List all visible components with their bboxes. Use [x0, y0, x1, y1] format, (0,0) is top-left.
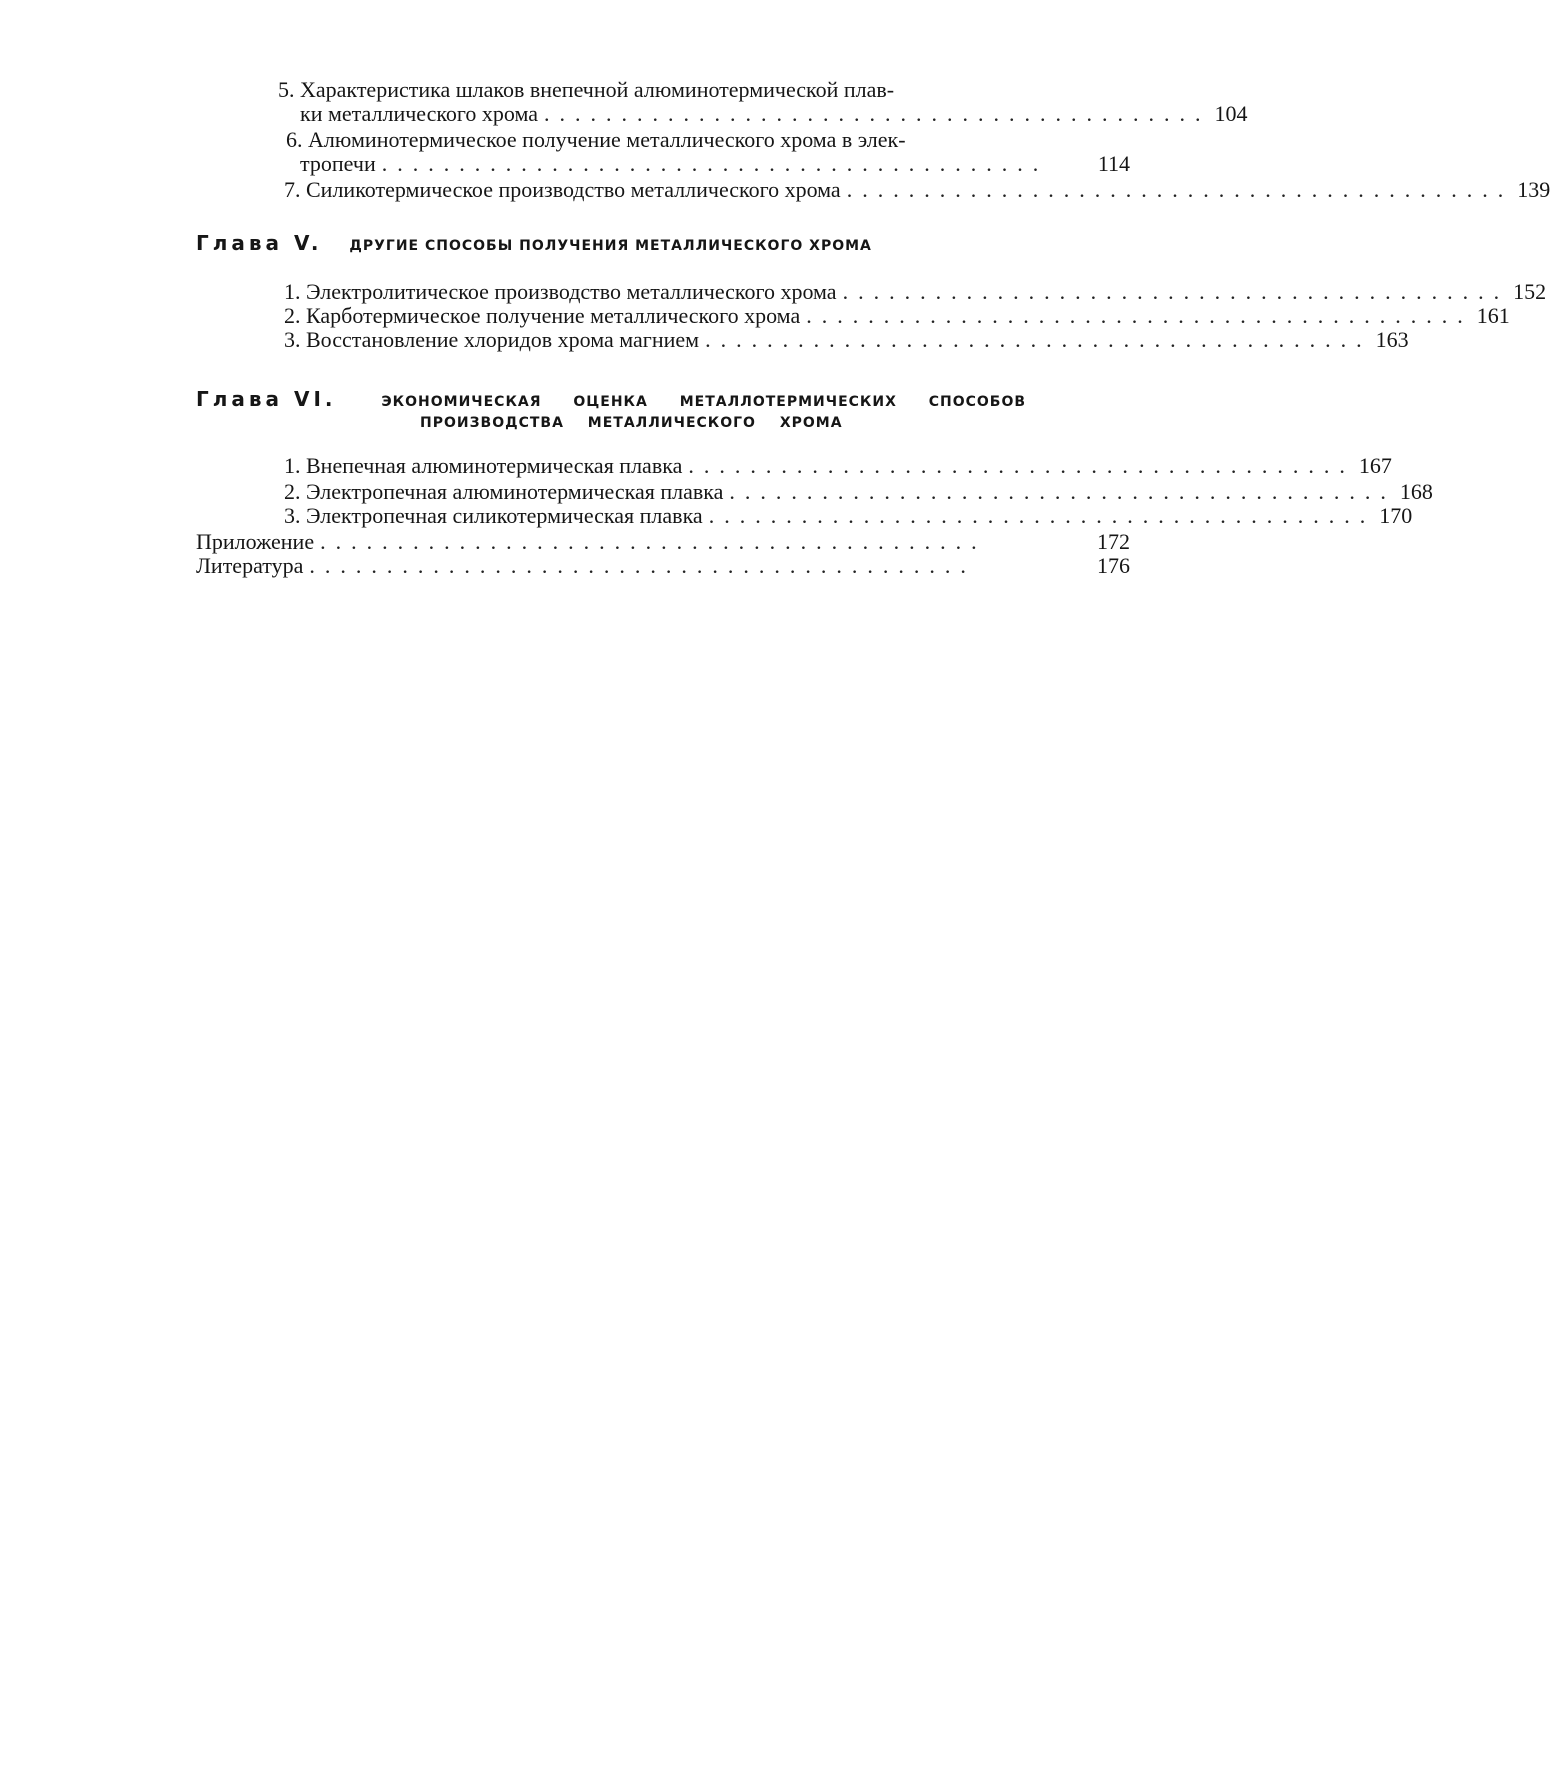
- chapter-label: Глава VI.: [196, 387, 337, 411]
- toc-entry-text: 7. Силикотермическое производство металлического хрома: [284, 177, 841, 202]
- dot-leader: ...........................................: [705, 327, 1372, 352]
- page-number: 139: [1517, 177, 1550, 202]
- page-number: 152: [1513, 279, 1547, 304]
- toc-entry-text: Приложение: [196, 529, 315, 554]
- dot-leader: ...........................................: [846, 177, 1514, 202]
- page-number: 170: [1379, 503, 1413, 528]
- toc-entry-text: 2. Карботермическое получение металлического хрома: [284, 303, 801, 328]
- chapter-6-heading: [196, 388, 1026, 413]
- toc-entry-text: Литература: [196, 553, 304, 578]
- toc-entry-text: 2. Электропечная алюминотермическая плавка: [284, 479, 724, 504]
- dot-leader: ...........................................: [544, 101, 1211, 126]
- toc-entry-ch6-1: [284, 452, 1392, 480]
- page-number: 172: [1097, 529, 1130, 554]
- toc-entry-ch6-3: [284, 502, 1413, 530]
- chapter-6-title-line2: ПРОИЗВОДСТВА МЕТАЛЛИЧЕСКОГО ХРОМА: [420, 415, 843, 431]
- page-number: 167: [1358, 453, 1392, 478]
- dot-leader: ...........................................: [708, 503, 1376, 528]
- toc-entry-text: 1. Внепечная алюминотермическая плавка: [284, 453, 683, 478]
- dot-leader: ...........................................: [842, 279, 1510, 304]
- chapter-title: ЭКОНОМИЧЕСКАЯ ОЦЕНКА МЕТАЛЛОТЕРМИЧЕСКИХ СПОСОБОВ: [381, 394, 1027, 410]
- dot-leader: ...........................................: [320, 529, 987, 554]
- toc-entry-text: 1. Электролитическое производство металлического хрома: [284, 279, 837, 304]
- toc-entry-text: тропечи: [300, 151, 376, 176]
- dot-leader: ...........................................: [309, 553, 976, 578]
- page-number: 114: [1097, 151, 1130, 176]
- toc-entry-text: 5. Характеристика шлаков внепечной алюминотермической плав-: [278, 77, 895, 102]
- chapter-title: ДРУГИЕ СПОСОБЫ ПОЛУЧЕНИЯ МЕТАЛЛИЧЕСКОГО ХРОМА: [349, 238, 872, 254]
- toc-entry-literature: [196, 552, 1130, 580]
- page-number: 176: [1097, 553, 1130, 578]
- toc-entry-text: 6. Алюминотермическое получение металлического хрома в элек-: [286, 127, 906, 152]
- page-number: 104: [1214, 101, 1248, 126]
- page-number: 163: [1375, 327, 1409, 352]
- toc-entry-ch5-3: [284, 326, 1409, 354]
- toc-entry-text: ки металлического хрома: [300, 101, 539, 126]
- chapter-5-heading: [196, 232, 872, 257]
- toc-entry-text: 3. Электропечная силикотермическая плавка: [284, 503, 703, 528]
- dot-leader: ...........................................: [729, 479, 1396, 504]
- toc-entry-text: 3. Восстановление хлоридов хрома магнием: [284, 327, 700, 352]
- toc-entry-6-line2: [300, 150, 1130, 178]
- dot-leader: ...........................................: [688, 453, 1355, 478]
- toc-entry-7: [284, 176, 1550, 204]
- dot-leader: ...........................................: [806, 303, 1473, 328]
- chapter-label: Глава V.: [196, 231, 323, 255]
- toc-entry-5-line2: [300, 100, 1248, 128]
- dot-leader: ...........................................: [381, 151, 1049, 176]
- page-number: 168: [1399, 479, 1433, 504]
- page-number: 161: [1476, 303, 1510, 328]
